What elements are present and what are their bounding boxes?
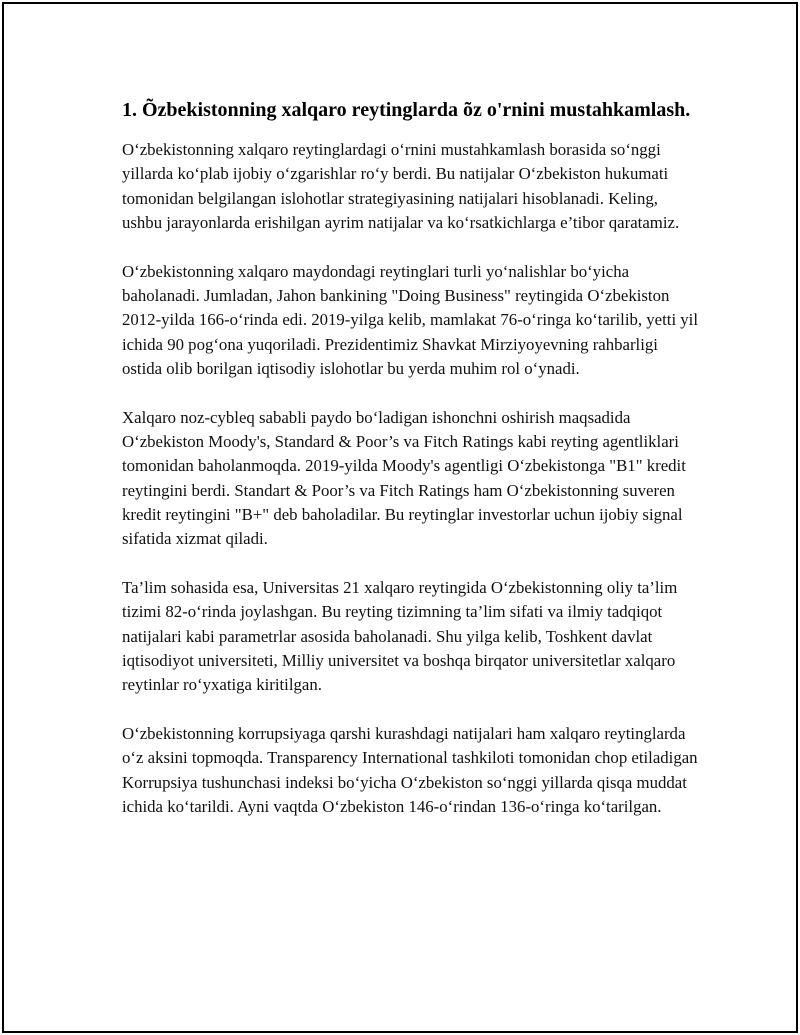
document-title: 1. Õzbekistonning xalqaro reytinglarda õz o'rnini mustahkamlash. <box>122 99 691 121</box>
paragraph-credit-ratings: Xalqaro noz-cybleq sababli paydo bo‘ladigan ishonchni oshirish maqsadida O‘zbekiston Moody's, Standard & Poor’s va Fitch Ratings kabi reyting agentliklari tomonidan baholanmoqda. 2019-yilda Moody's agentligi O‘zbekistonga "B1" kredit reytingini berdi. Standart & Poor’s va Fitch Ratings ham O‘zbekistonning suveren kredit reytingini "B+" deb baholadilar. Bu reytinglar investorlar uchun ijobiy signal sifatida xizmat qiladi. <box>122 407 686 549</box>
paragraph-corruption-index: O‘zbekistonning korrupsiyaga qarshi kurashdagi natijalari ham xalqaro reytinglarda o‘z aksini topmoqda. Transparency International tashkiloti tomonidan chop etiladigan Korrupsiya tushunchasi indeksi bo‘yicha O‘zbekiston so‘nggi yillarda qisqa muddat ichida ko‘tarildi. Ayni vaqtda O‘zbekiston 146-o‘rindan 136-o‘ringa ko‘tarilgan. <box>122 723 698 816</box>
page-frame <box>2 2 798 1033</box>
paragraph-education: Ta’lim sohasida esa, Universitas 21 xalqaro reytingida O‘zbekistonning oliy ta’lim tizimi 82-o‘rinda joylashgan. Bu reyting tizimning ta’lim sifati va ilmiy tadqiqot natijalari kabi parametrlar asosida baholanadi. Shu yilga kelib, Toshkent davlat iqtisodiyot universiteti, Milliy universitet va boshqa birqator universitetlar xalqaro reytinlar ro‘yxatiga kiritilgan. <box>122 577 678 695</box>
paragraph-intro: O‘zbekistonning xalqaro reytinglardagi o‘rnini mustahkamlash borasida so‘nggi yillarda ko‘plab ijobiy o‘zgarishlar ro‘y berdi. Bu natijalar O‘zbekiston hukumati tomonidan belgilangan islohotlar strategiyasining natijalari hisoblanadi. Keling, ushbu jarayonlarda erishilgan ayrim natijalar va ko‘rsatkichlarga e’tibor qaratamiz. <box>122 140 680 232</box>
paragraph-doing-business: O‘zbekistonning xalqaro maydondagi reytinglari turli yo‘nalishlar bo‘yicha baholanadi. Jumladan, Jahon bankining "Doing Business" reytingida O‘zbekiston 2012-yilda 166-o‘rinda edi. 2019-yilga kelib, mamlakat 76-o‘ringa ko‘tarilib, yetti yil ichida 90 pog‘ona yuqoriladi. Prezidentimiz Shavkat Mirziyoyevning rahbarligi ostida olib borilgan iqtisodiy islohotlar bu yerda muhim rol o‘ynadi. <box>122 261 699 378</box>
document-body <box>122 97 702 844</box>
